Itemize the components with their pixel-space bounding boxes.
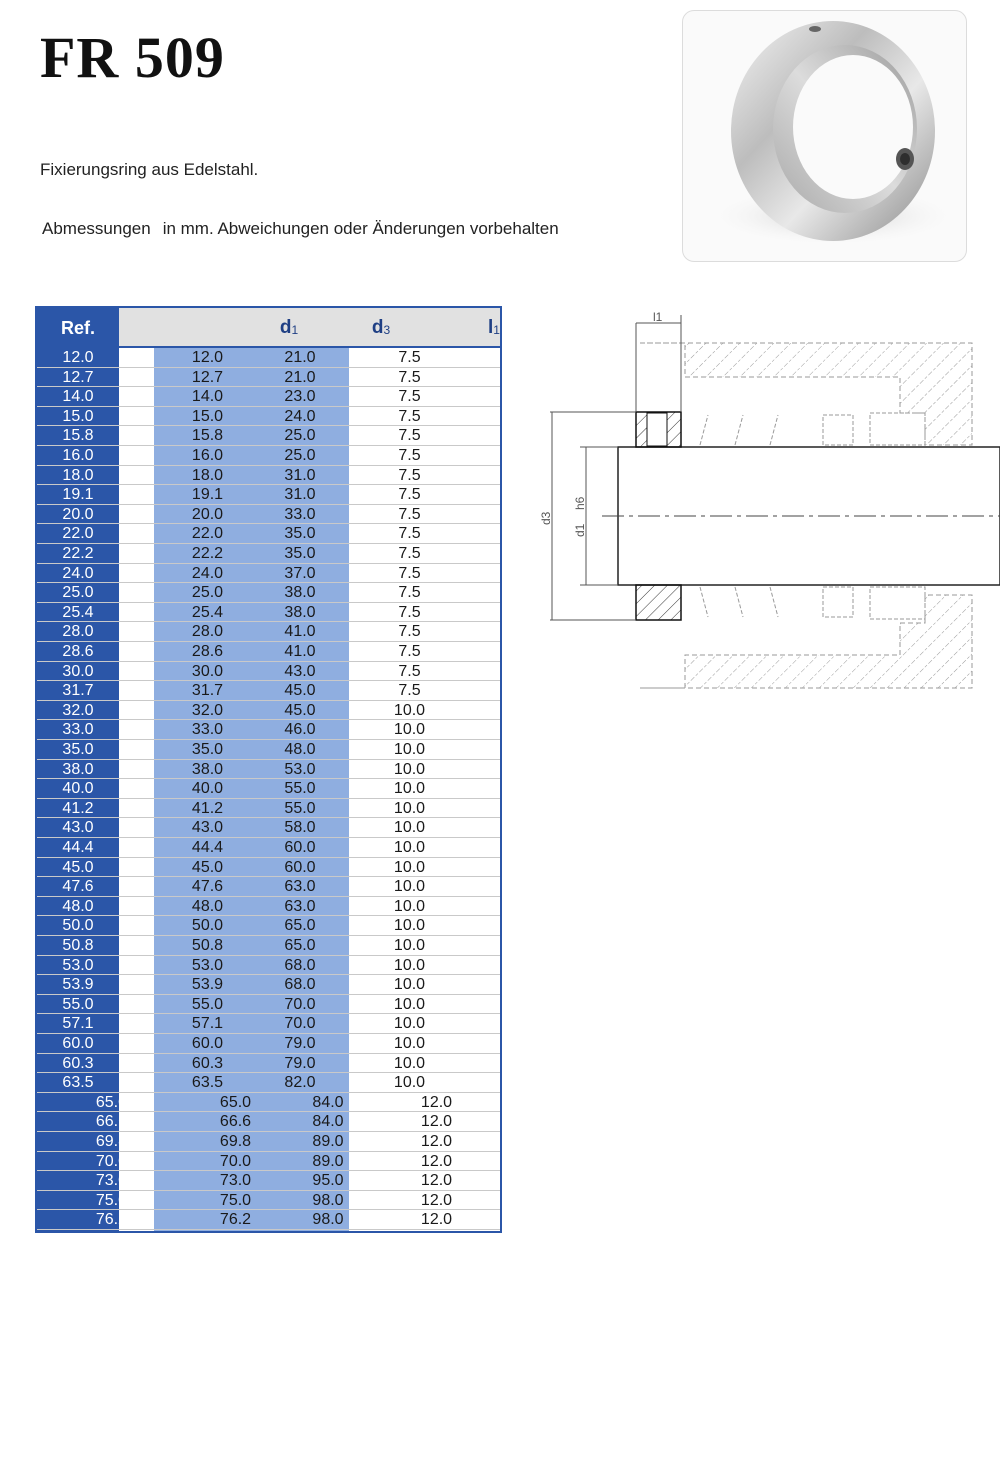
- cell-ref: 44.4: [62, 839, 94, 856]
- cell-d1: 22.0: [191, 525, 224, 543]
- cell-ref: 14.0: [62, 388, 94, 406]
- cell-d1: 33.0: [191, 721, 224, 739]
- table-row: [37, 1093, 500, 1113]
- cell-l1: 7.5: [398, 427, 421, 445]
- cell-l1: 7.5: [398, 525, 421, 543]
- table-row: [37, 622, 500, 642]
- cell-d1: 47.6: [191, 878, 224, 896]
- cell-l1: 7.5: [398, 466, 421, 484]
- table-row: [37, 701, 500, 721]
- table-row: [37, 505, 500, 525]
- cell-l1: 10.0: [393, 878, 426, 896]
- cell-ref: 45.0: [62, 858, 94, 876]
- cell-d1: 20.0: [191, 505, 224, 523]
- cell-d3: 41.0: [284, 623, 316, 641]
- cell-d3: 43.0: [284, 662, 316, 680]
- cell-d3: 65.0: [284, 917, 316, 935]
- cell-d1: 53.0: [191, 956, 224, 974]
- cell-ref: 12.0: [62, 349, 94, 366]
- note-label: Abmessungen: [42, 219, 151, 238]
- cell-d1: 30.0: [191, 662, 224, 680]
- cell-l1: 10.0: [393, 760, 426, 778]
- table-row: [37, 387, 500, 407]
- dim-label-d3: d3: [540, 511, 553, 525]
- cell-l1: 10.0: [393, 995, 426, 1013]
- dimensions-table: [35, 306, 502, 1233]
- cell-l1: 12.0: [420, 1152, 453, 1170]
- table-row: [37, 1171, 500, 1191]
- cell-d1: 50.0: [191, 917, 224, 935]
- product-photo: [682, 10, 967, 262]
- cell-ref: 65.0: [95, 1093, 127, 1111]
- table-row: [37, 407, 500, 427]
- cell-d3: 68.0: [284, 976, 316, 994]
- cell-d1: 69.8: [219, 1133, 252, 1150]
- cell-ref: 16.0: [62, 447, 94, 464]
- table-row: [37, 524, 500, 544]
- table-row: [37, 975, 500, 995]
- cell-l1: 7.5: [398, 486, 421, 504]
- cell-ref: 63.5: [62, 1074, 94, 1092]
- cell-d1: 19.1: [191, 486, 224, 504]
- table-row: [37, 838, 500, 858]
- dimensions-note: [42, 219, 559, 239]
- cell-ref: 50.8: [62, 937, 94, 954]
- page-title: FR 509: [40, 25, 225, 90]
- dim-label-d1: d1: [573, 523, 587, 537]
- cell-d3: 33.0: [284, 505, 316, 523]
- cell-l1: 12.0: [420, 1113, 453, 1131]
- cell-l1: 10.0: [393, 741, 426, 758]
- cell-l1: 12.0: [420, 1093, 453, 1111]
- cell-d3: 46.0: [284, 721, 316, 739]
- cell-d1: 73.0: [219, 1172, 252, 1190]
- cell-d1: 48.0: [191, 897, 224, 915]
- dim-label-h6: h6: [573, 496, 587, 510]
- cell-d3: 23.0: [284, 388, 316, 406]
- table-row: [37, 1054, 500, 1074]
- cell-ref: 31.7: [62, 682, 94, 700]
- cell-d3: 31.0: [284, 466, 316, 484]
- cell-ref: 22.0: [62, 525, 94, 543]
- header-l1-sub: 1: [493, 323, 500, 337]
- cell-d1: 22.2: [191, 545, 224, 562]
- cell-d1: 16.0: [191, 447, 224, 464]
- cell-d1: 65.0: [219, 1093, 252, 1111]
- cell-ref: 15.8: [62, 427, 94, 445]
- cell-d1: 50.8: [191, 937, 224, 954]
- cell-d3: 38.0: [284, 584, 316, 602]
- cell-ref: 75.0: [95, 1191, 127, 1209]
- cell-l1: 7.5: [398, 584, 421, 602]
- dim-label-l1: l1: [653, 310, 663, 324]
- cell-ref: 43.0: [62, 819, 94, 837]
- cell-l1: 7.5: [398, 545, 421, 562]
- cell-ref: 69.8: [95, 1133, 127, 1150]
- cell-d1: 28.6: [191, 643, 224, 660]
- cell-ref: 20.0: [62, 505, 94, 523]
- table-row: [37, 1210, 500, 1230]
- cell-l1: 10.0: [393, 780, 426, 798]
- table-row: [37, 720, 500, 740]
- cell-d3: 98.0: [312, 1191, 344, 1209]
- cell-d1: 40.0: [191, 780, 224, 798]
- cell-d3: 79.0: [284, 1054, 316, 1072]
- table-row: [37, 956, 500, 976]
- cell-l1: 7.5: [398, 623, 421, 641]
- header-ref: Ref.: [60, 318, 95, 338]
- cell-d3: 82.0: [284, 1074, 316, 1092]
- cell-d1: 41.2: [191, 799, 224, 817]
- stainless-steel-collar-ring-icon: [683, 11, 966, 261]
- cell-l1: 10.0: [393, 917, 426, 935]
- cell-d3: 35.0: [284, 525, 316, 543]
- cell-d1: 15.0: [191, 407, 224, 425]
- cell-d3: 25.0: [284, 427, 316, 445]
- table-row: [37, 1132, 500, 1152]
- cell-d1: 66.6: [219, 1113, 252, 1131]
- cell-d1: 76.2: [219, 1211, 252, 1229]
- table-row: [37, 603, 500, 623]
- cell-ref: 25.0: [62, 584, 94, 602]
- cell-l1: 10.0: [393, 839, 426, 856]
- header-d1-sub: 1: [291, 323, 299, 337]
- cell-d1: 14.0: [191, 388, 224, 406]
- header-d3-label: d: [371, 317, 384, 338]
- table-row: [37, 897, 500, 917]
- cell-d3: 35.0: [284, 545, 316, 562]
- cell-ref: 38.0: [62, 760, 94, 778]
- cell-d1: 75.0: [219, 1191, 252, 1209]
- cell-d3: 98.0: [312, 1211, 344, 1229]
- cell-l1: 12.0: [420, 1211, 453, 1229]
- table-row: [37, 485, 500, 505]
- cell-d3: 60.0: [284, 858, 316, 876]
- cell-l1: 7.5: [398, 564, 421, 582]
- cell-d1: 25.4: [191, 603, 224, 621]
- cell-d3: 70.0: [284, 995, 316, 1013]
- cell-l1: 7.5: [398, 349, 421, 366]
- cell-ref: 41.2: [62, 799, 94, 817]
- cell-d3: 79.0: [284, 1035, 316, 1052]
- table-row: [37, 466, 500, 486]
- cell-d1: 60.0: [191, 1035, 224, 1052]
- cell-l1: 10.0: [393, 721, 426, 739]
- table-row: [37, 1152, 500, 1172]
- cell-l1: 10.0: [393, 858, 426, 876]
- cell-ref: 70.0: [95, 1152, 127, 1170]
- cell-d3: 63.0: [284, 897, 316, 915]
- cell-d1: 25.0: [191, 584, 224, 602]
- cell-d3: 65.0: [284, 937, 316, 954]
- cell-d1: 24.0: [191, 564, 224, 582]
- table-row: [37, 564, 500, 584]
- cell-ref: 28.6: [62, 643, 94, 660]
- cell-ref: 57.1: [62, 1015, 94, 1033]
- cell-d3: 84.0: [312, 1113, 344, 1131]
- cell-d3: 84.0: [312, 1093, 344, 1111]
- cell-l1: 10.0: [393, 1054, 426, 1072]
- cell-d3: 45.0: [284, 701, 316, 719]
- table-row: [37, 426, 500, 446]
- cell-d3: 41.0: [284, 643, 316, 660]
- cell-d3: 95.0: [312, 1172, 344, 1190]
- cell-ref: 25.4: [62, 603, 94, 621]
- table-row: [37, 583, 500, 603]
- cell-ref: 53.9: [62, 976, 94, 994]
- cell-l1: 7.5: [398, 603, 421, 621]
- cell-l1: 7.5: [398, 407, 421, 425]
- cell-d3: 68.0: [284, 956, 316, 974]
- cell-d1: 45.0: [191, 858, 224, 876]
- cell-ref: 18.0: [62, 466, 94, 484]
- header-l1: [474, 308, 502, 346]
- cell-ref: 32.0: [62, 701, 94, 719]
- cell-ref: 73.0: [95, 1172, 127, 1190]
- table-row: [37, 877, 500, 897]
- cell-l1: 7.5: [398, 368, 421, 386]
- cell-ref: 30.0: [62, 662, 94, 680]
- cell-ref: 22.2: [62, 545, 94, 562]
- cell-d3: 24.0: [284, 407, 316, 425]
- cell-d1: 31.7: [191, 682, 224, 700]
- cell-d1: 15.8: [191, 427, 224, 445]
- cell-l1: 10.0: [393, 701, 426, 719]
- header-d3-sub: 3: [383, 323, 391, 337]
- cell-ref: 60.3: [62, 1054, 94, 1072]
- cell-l1: 7.5: [398, 662, 421, 680]
- cell-d1: 32.0: [191, 701, 224, 719]
- cell-d3: 45.0: [284, 682, 316, 700]
- cell-d1: 43.0: [191, 819, 224, 837]
- cell-d3: 38.0: [284, 603, 316, 621]
- cell-l1: 10.0: [393, 897, 426, 915]
- cell-l1: 10.0: [393, 1035, 426, 1052]
- cell-ref: 40.0: [62, 780, 94, 798]
- table-row: [37, 544, 500, 564]
- cell-d1: 12.7: [191, 368, 224, 386]
- cell-d3: 70.0: [284, 1015, 316, 1033]
- cell-l1: 10.0: [393, 937, 426, 954]
- cell-d1: 28.0: [191, 623, 224, 641]
- cell-d3: 55.0: [284, 780, 316, 798]
- cell-d3: 37.0: [284, 564, 316, 582]
- cell-d1: 44.4: [191, 839, 224, 856]
- cell-ref: 76.2: [95, 1211, 127, 1229]
- cell-ref: 53.0: [62, 956, 94, 974]
- cell-d3: 89.0: [312, 1152, 344, 1170]
- cell-d1: 70.0: [219, 1152, 252, 1170]
- cell-d3: 58.0: [284, 819, 316, 837]
- cell-ref: 47.6: [62, 878, 94, 896]
- cell-d3: 25.0: [284, 447, 316, 464]
- technical-drawing: [540, 305, 1000, 700]
- table-row: [37, 1034, 500, 1054]
- cell-l1: 10.0: [393, 956, 426, 974]
- cell-l1: 7.5: [398, 505, 421, 523]
- cell-d3: 21.0: [284, 349, 316, 366]
- cell-ref: 24.0: [62, 564, 94, 582]
- cell-l1: 7.5: [398, 643, 421, 660]
- cell-d1: 38.0: [191, 760, 224, 778]
- table-row: [37, 662, 500, 682]
- cell-ref: 28.0: [62, 623, 94, 641]
- header-d3: [361, 308, 401, 346]
- cell-d1: 18.0: [191, 466, 224, 484]
- cell-ref: 19.1: [62, 486, 94, 504]
- cell-d3: 53.0: [284, 760, 316, 778]
- cell-ref: 12.7: [62, 368, 94, 386]
- cell-d1: 12.0: [191, 349, 224, 366]
- table-row: [37, 740, 500, 760]
- header-d1-label: d: [279, 317, 292, 338]
- cell-l1: 12.0: [420, 1191, 453, 1209]
- cell-d1: 53.9: [191, 976, 224, 994]
- cell-d3: 55.0: [284, 799, 316, 817]
- table-header: [119, 308, 500, 348]
- cell-ref: 48.0: [62, 897, 94, 915]
- table-row: [37, 1014, 500, 1034]
- table-row: [37, 348, 500, 368]
- cell-d3: 60.0: [284, 839, 316, 856]
- cell-l1: 7.5: [398, 388, 421, 406]
- table-row: [37, 818, 500, 838]
- cell-d1: 57.1: [191, 1015, 224, 1033]
- table-row: [37, 1112, 500, 1132]
- cell-d3: 89.0: [312, 1133, 344, 1150]
- cell-l1: 12.0: [420, 1133, 453, 1150]
- table-row: [37, 936, 500, 956]
- cell-d1: 63.5: [191, 1074, 224, 1092]
- cell-d3: 48.0: [284, 741, 316, 758]
- cell-ref: 33.0: [62, 721, 94, 739]
- cell-d1: 35.0: [191, 741, 224, 758]
- table-row: [37, 1073, 500, 1093]
- table-row: [37, 779, 500, 799]
- cell-ref: 15.0: [62, 407, 94, 425]
- cross-section-drawing: [540, 305, 1000, 700]
- table-row: [37, 642, 500, 662]
- cell-ref: 55.0: [62, 995, 94, 1013]
- table-row: [37, 1191, 500, 1211]
- table-row: [37, 799, 500, 819]
- cell-ref: 50.0: [62, 917, 94, 935]
- product-description: Fixierungsring aus Edelstahl.: [40, 160, 259, 179]
- cell-l1: 7.5: [398, 447, 421, 464]
- cell-d3: 31.0: [284, 486, 316, 504]
- cell-ref: 60.0: [62, 1035, 94, 1052]
- cell-d3: 63.0: [284, 878, 316, 896]
- cell-d3: 21.0: [284, 368, 316, 386]
- header-d1: [269, 308, 309, 346]
- table-row: [37, 446, 500, 466]
- cell-ref: 35.0: [62, 741, 94, 758]
- cell-l1: 10.0: [393, 976, 426, 994]
- note-text: in mm. Abweichungen oder Änderungen vorbehalten: [162, 219, 559, 238]
- cell-d1: 55.0: [191, 995, 224, 1013]
- cell-l1: 10.0: [393, 819, 426, 837]
- cell-ref: 66.6: [95, 1113, 127, 1131]
- cell-l1: 12.0: [420, 1172, 453, 1190]
- cell-l1: 10.0: [393, 1074, 426, 1092]
- cell-l1: 7.5: [398, 682, 421, 700]
- cell-l1: 10.0: [393, 1015, 426, 1033]
- table-row: [37, 368, 500, 388]
- cell-l1: 10.0: [393, 799, 426, 817]
- table-row: [37, 681, 500, 701]
- table-row: [37, 916, 500, 936]
- header-l1-label: l: [488, 317, 494, 338]
- table-row: [37, 858, 500, 878]
- table-row: [37, 995, 500, 1015]
- cell-d1: 60.3: [191, 1054, 224, 1072]
- table-row: [37, 760, 500, 780]
